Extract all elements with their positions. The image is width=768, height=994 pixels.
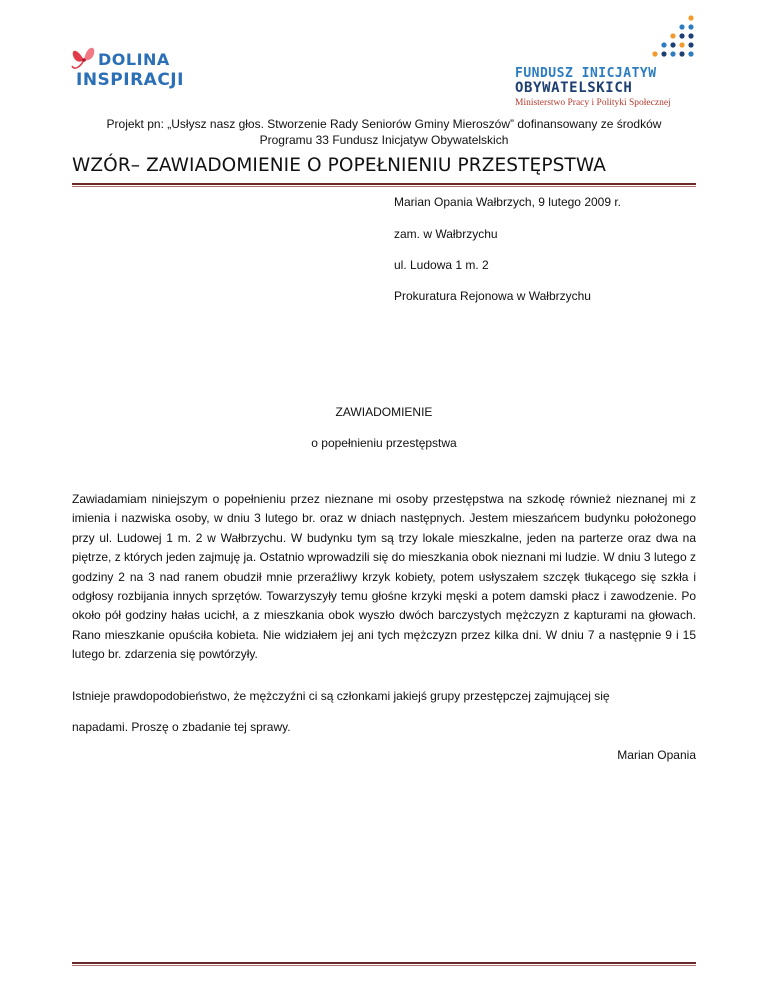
- project-line-2: Programu 33 Fundusz Inicjatyw Obywatelskich: [259, 133, 509, 147]
- body-paragraph-2: Istnieje prawdopodobieństwo, że mężczyźni ci są członkami jakiejś grupy przestępczej zajmującej się: [72, 689, 610, 703]
- logo-right-line1: FUNDUSZ INICJATYW: [515, 66, 657, 81]
- body-paragraph-3: napadami. Proszę o zbadanie tej sprawy.: [72, 720, 291, 734]
- title-divider: [72, 183, 696, 185]
- sender-line-2: zam. w Wałbrzychu: [394, 227, 498, 241]
- dots-grid-icon: [647, 14, 697, 64]
- footer-divider: [72, 962, 696, 964]
- page-title: WZÓR– ZAWIADOMIENIE O POPEŁNIENIU PRZESTĘPSTWA: [72, 155, 606, 176]
- sender-line-1: Marian Opania Wałbrzych, 9 lutego 2009 r.: [394, 195, 622, 209]
- recipient-line: Prokuratura Rejonowa w Wałbrzychu: [394, 289, 591, 303]
- title-divider-thin: [72, 186, 696, 187]
- logo-left-line2: INSPIRACJI: [76, 70, 184, 90]
- signature: Marian Opania: [617, 748, 696, 762]
- logo-left-line1: DOLINA: [98, 50, 170, 69]
- heading-line-2: o popełnieniu przestępstwa: [311, 436, 457, 450]
- logo-right-line2: OBYWATELSKICH: [515, 80, 633, 96]
- fio-logo: [512, 14, 702, 106]
- butterfly-flower-icon: [68, 40, 102, 74]
- footer-divider-thin: [72, 965, 696, 966]
- dolina-inspiracji-logo: [68, 40, 188, 95]
- project-line-1: Projekt pn: „Usłysz nasz głos. Stworzenie Rady Seniorów Gminy Mieroszów” dofinansowany ze środków: [106, 117, 662, 131]
- body-paragraph-1: Zawiadamiam niniejszym o popełnieniu przez nieznane mi osoby przestępstwa na szkodę również nieznanej mi z imienia i nazwiska osoby, w dniu 3 lutego br. oraz w dniach następnych. Jestem mieszańcem budynku położonego przy ul. Ludowej 1 m. 2 w Wałbrzychu. W budynku tym są trzy lokale mieszkalne, jeden na parterze oraz dwa na piętrze, z których jeden zajmuję ja. Ostatnio wprowadzili się do mieszkania obok nieznani mi ludzie. W dniu 3 lutego z godziny 2 na 3 nad ranem obudził mnie przeraźliwy krzyk kobiety, potem usłyszałem szczęk tłukącego się szkła i odgłosy rozbijania innych sprzętów. Towarzyszyły temu głośne krzyki męski a potem damski płacz i zawodzenie. Po około pół godziny hałas ucichł, a z mieszkania obok wyszło dwóch barczystych mężczyzn z kapturami na głowach. Rano mieszkanie opuściła kobieta. Nie widziałem jej ani tych mężczyzn przez kilka dni. W dniu 7 a następnie 9 i 15 lutego br. zdarzenia się powtórzyły.: [72, 492, 696, 662]
- project-description: [72, 116, 696, 148]
- heading-line-1: ZAWIADOMIENIE: [335, 405, 433, 419]
- sender-line-3: ul. Ludowa 1 m. 2: [394, 258, 489, 272]
- logo-right-ministry: Ministerstwo Pracy i Polityki Społecznej: [515, 98, 671, 108]
